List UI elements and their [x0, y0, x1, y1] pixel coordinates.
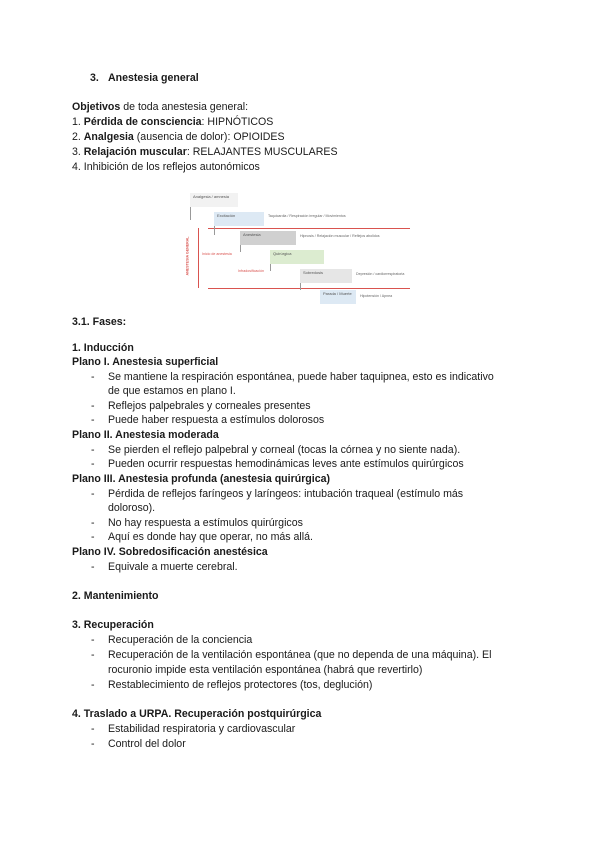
section-number: 3. — [90, 72, 99, 84]
bullet-dash: - — [91, 531, 95, 543]
bullet-text: Estabilidad respiratoria y cardiovascular — [108, 723, 296, 735]
stage-note: Depresión / cardiorrespiratoria — [356, 272, 405, 276]
objective-item: 2. Analgesia (ausencia de dolor): OPIOIDES — [72, 131, 285, 143]
vertical-label: ANESTESIA GENERAL — [185, 236, 190, 276]
red-label: Infradosificación — [238, 269, 264, 273]
bullet-text: rocuronio impide esta ventilación espontánea (habrá que revertirlo) — [108, 664, 423, 676]
objective-item: 1. Pérdida de consciencia: HIPNÓTICOS — [72, 116, 274, 128]
bullet-dash: - — [91, 738, 95, 750]
bullet-dash: - — [91, 517, 95, 529]
maintenance-title: 2. Mantenimiento — [72, 590, 159, 602]
bullet-text: Se pierden el reflejo palpebral y corneal (tocas la córnea y no siente nada). — [108, 444, 461, 456]
bullet-text: Recuperación de la conciencia — [108, 634, 253, 646]
plane-title: Plano II. Anestesia moderada — [72, 429, 219, 441]
objectives-intro: Objetivos de toda anestesia general: — [72, 101, 249, 113]
stage-note: Hipnosis / Relajación muscular / Reflejos abolidos — [300, 234, 380, 238]
bullet-text: No hay respuesta a estímulos quirúrgicos — [108, 517, 303, 529]
bullet-text: Reflejos palpebrales y corneales presentes — [108, 400, 311, 412]
bullet-dash: - — [91, 414, 95, 426]
bullet-dash: - — [91, 679, 95, 691]
plane-title: Plano I. Anestesia superficial — [72, 356, 219, 368]
red-divider — [208, 288, 410, 289]
induction-title: 1. Inducción — [72, 342, 134, 354]
bullet-dash: - — [91, 488, 95, 500]
section-title: Anestesia general — [108, 72, 199, 84]
bullet-dash: - — [91, 371, 95, 383]
stage-box: Excitación — [214, 212, 264, 226]
stage-note: Taquicardia / Respiración irregular / Movimientos — [268, 214, 346, 218]
plane-title: Plano III. Anestesia profunda (anestesia quirúrgica) — [72, 473, 331, 485]
urpa-title: 4. Traslado a URPA. Recuperación postquirúrgica — [72, 708, 322, 720]
bullet-text: Control del dolor — [108, 738, 186, 750]
stage-box: Sobredosis — [300, 269, 352, 283]
bullet-text: Pueden ocurrir respuestas hemodinámicas leves ante estímulos quirúrgicos — [108, 458, 464, 470]
recovery-title: 3. Recuperación — [72, 619, 154, 631]
bullet-text: Se mantiene la respiración espontánea, puede haber taquipnea, esto es indicativo — [108, 371, 494, 383]
stage-box: Parada / Muerte — [320, 290, 356, 304]
red-divider — [208, 228, 410, 229]
bullet-dash: - — [91, 561, 95, 573]
bullet-text: Recuperación de la ventilación espontánea (que no dependa de una máquina). El — [108, 649, 492, 661]
bullet-text: Restablecimiento de reflejos protectores (tos, deglución) — [108, 679, 373, 691]
bullet-dash: - — [91, 649, 95, 661]
bullet-text: doloroso). — [108, 502, 156, 514]
red-label: Inicio de anestesia — [202, 252, 232, 256]
stage-note: Hipotensión / Apnea — [360, 294, 393, 298]
stage-box: Quirúrgica — [270, 250, 324, 264]
stage-box: Analgesia / amnesia — [190, 193, 238, 207]
bullet-dash: - — [91, 723, 95, 735]
objective-item: 4. Inhibición de los reflejos autonómicos — [72, 161, 260, 173]
bullet-dash: - — [91, 400, 95, 412]
objective-item: 3. Relajación muscular: RELAJANTES MUSCULARES — [72, 146, 338, 158]
bullet-dash: - — [91, 634, 95, 646]
bullet-text: Pérdida de reflejos faríngeos y laríngeos: intubación traqueal (estímulo más — [108, 488, 464, 500]
bullet-text: Equivale a muerte cerebral. — [108, 561, 238, 573]
bullet-text: Puede haber respuesta a estímulos dolorosos — [108, 414, 325, 426]
red-bracket — [198, 228, 199, 288]
bullet-dash: - — [91, 444, 95, 456]
bullet-text: Aquí es donde hay que operar, no más allá. — [108, 531, 313, 543]
stage-box: Anestesia — [240, 231, 296, 245]
bullet-dash: - — [91, 458, 95, 470]
plane-title: Plano IV. Sobredosificación anestésica — [72, 546, 268, 558]
bullet-text: de que estamos en plano I. — [108, 385, 236, 397]
anesthesia-stages-diagram — [185, 190, 413, 310]
phases-title: 3.1. Fases: — [72, 316, 127, 328]
